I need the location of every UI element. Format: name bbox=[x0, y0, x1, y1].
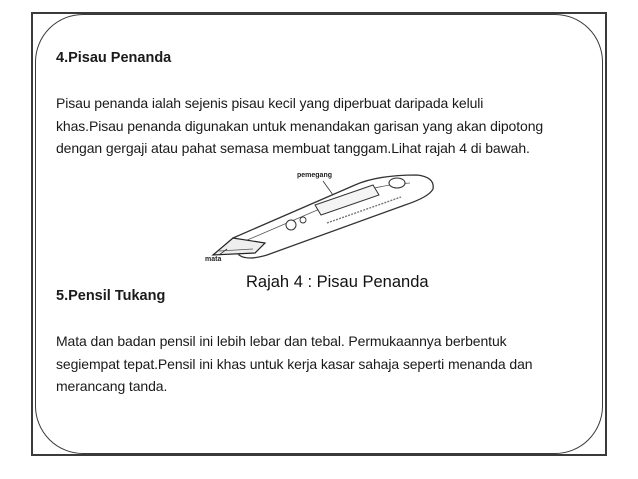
knife-hanging-hole bbox=[389, 178, 405, 188]
section-5-paragraph bbox=[56, 330, 616, 398]
paragraph-line: dengan gergaji atau pahat semasa membuat tanggam.Lihat rajah 4 di bawah. bbox=[56, 140, 530, 156]
section-5-heading: 5.Pensil Tukang bbox=[56, 288, 166, 304]
handle-label: pemegang bbox=[297, 172, 333, 179]
figure-caption: Rajah 4 : Pisau Penanda bbox=[246, 273, 429, 291]
paragraph-line: merancang tanda. bbox=[56, 378, 168, 394]
handle-leader-line bbox=[323, 181, 333, 195]
knife-screw bbox=[300, 217, 306, 223]
paragraph-line: Mata dan badan pensil ini lebih lebar dan tebal. Permukaannya berbentuk bbox=[56, 333, 507, 349]
paragraph-line: Pisau penanda ialah sejenis pisau kecil yang diperbuat daripada keluli bbox=[56, 95, 484, 111]
marking-knife-figure bbox=[205, 163, 440, 273]
paragraph-line: segiempat tepat.Pensil ini khas untuk kerja kasar sahaja seperti menanda dan bbox=[56, 355, 533, 372]
knife-screw bbox=[286, 220, 296, 230]
blade-label: mata bbox=[205, 256, 222, 263]
paragraph-line: khas.Pisau penanda digunakan untuk menandakan garisan yang akan dipotong bbox=[56, 117, 544, 134]
section-4-heading: 4.Pisau Penanda bbox=[56, 50, 172, 66]
marking-knife-illustration bbox=[205, 163, 440, 273]
section-4-paragraph bbox=[56, 92, 616, 160]
